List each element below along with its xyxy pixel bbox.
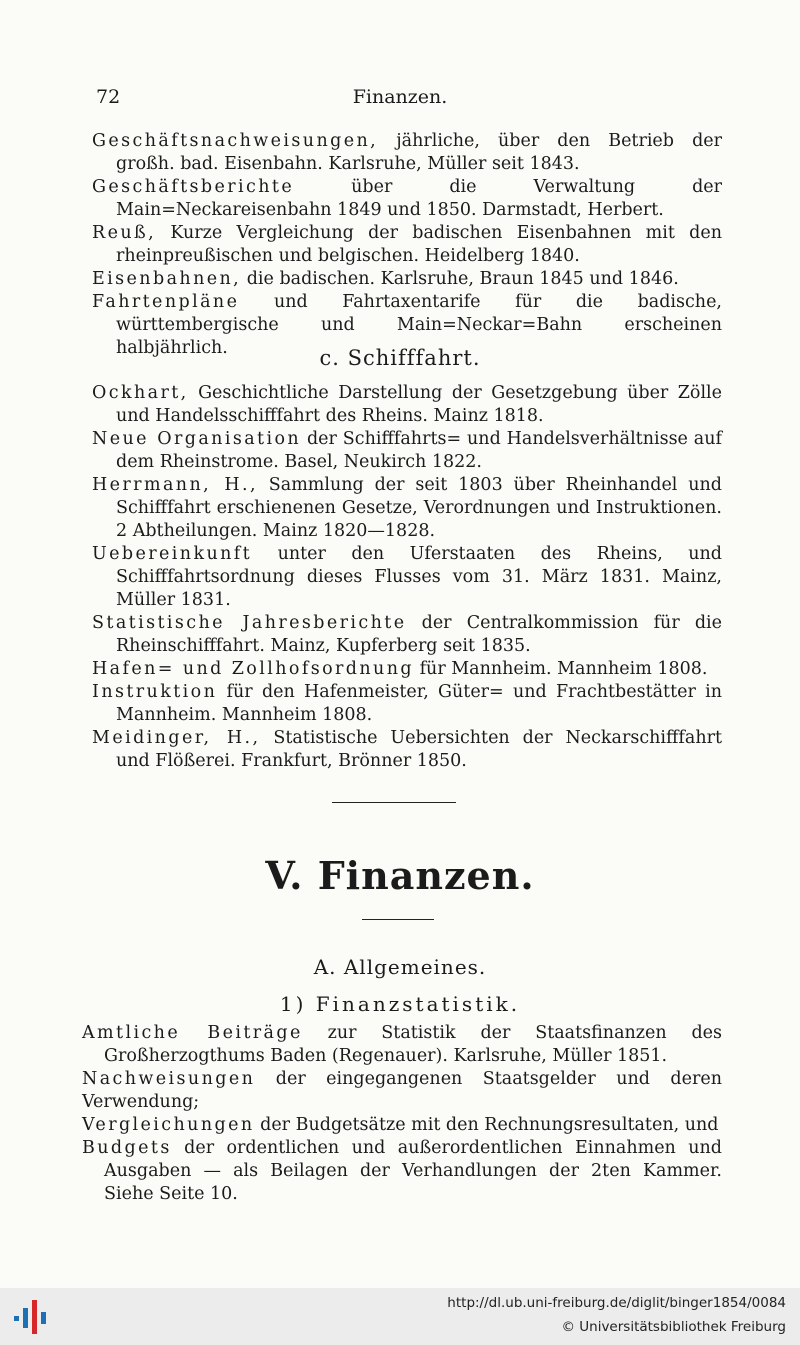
entry-keyword: Eisenbahnen,	[92, 269, 242, 289]
entry-text: die badischen. Karlsruhe, Braun 1845 und 1846.	[241, 269, 679, 289]
entry-text: Kurze Vergleichung der badischen Eisenbahnen mit den rheinpreußischen und belgischen. Heidelberg 1840.	[116, 223, 722, 266]
entry-text: zur Statistik der Staatsfinanzen des Großherzogthums Baden (Regenauer). Karlsruhe, Müller 1851.	[104, 1023, 723, 1066]
ub-freiburg-logo-icon[interactable]	[12, 1298, 52, 1336]
bibliography-list-shipping	[92, 382, 722, 773]
bibliography-list-finance	[82, 1022, 722, 1206]
divider-rule	[362, 919, 434, 920]
bibliography-entry	[82, 1022, 722, 1068]
entry-text: der eingegangenen Staatsgelder und deren Verwendung;	[82, 1069, 722, 1112]
entry-keyword: Herrmann, H.,	[92, 475, 258, 495]
entry-keyword: Budgets	[82, 1138, 172, 1158]
entry-keyword: Instruktion	[92, 682, 218, 702]
entry-text: der ordentlichen und außerordentlichen Einnahmen und Ausgaben — als Beilagen der Verhandlungen der 2ten Kammer. Siehe Seite 10.	[104, 1138, 722, 1204]
entry-keyword: Ockhart,	[92, 383, 189, 403]
entry-text: Statistische Uebersichten der Neckarschifffahrt und Flößerei. Frankfurt, Brönner 1850.	[116, 728, 722, 771]
entry-keyword: Statistische Jahresberichte	[92, 613, 407, 633]
library-footer	[0, 1288, 800, 1345]
bibliography-entry	[82, 1068, 722, 1114]
subsection-heading-text: 1) Finanzstatistik.	[279, 992, 521, 1016]
section-heading-general: A. Allgemeines.	[313, 955, 487, 979]
running-title: Finanzen.	[352, 86, 448, 108]
bibliography-entry	[92, 681, 722, 727]
entry-keyword: Geschäftsberichte	[92, 177, 295, 197]
entry-text: Sammlung der seit 1803 über Rheinhandel und Schifffahrt erschienenen Gesetze, Verordnungen und Instruktionen. 2 Abtheilungen. Mainz 1820—1828.	[116, 475, 722, 541]
bibliography-entry	[92, 727, 722, 773]
copyright-notice: © Universitätsbibliothek Freiburg	[561, 1319, 786, 1335]
bibliography-entry	[92, 428, 722, 474]
entry-text: jährliche, über den Betrieb der großh. bad. Eisenbahn. Karlsruhe, Müller seit 1843.	[116, 131, 722, 174]
entry-text: der Budgetsätze mit den Rechnungsresultaten, und	[254, 1115, 719, 1135]
bibliography-entry	[92, 222, 722, 268]
entry-text: für den Hafenmeister, Güter= und Frachtbestätter in Mannheim. Mannheim 1808.	[116, 682, 722, 725]
bibliography-entry	[92, 382, 722, 428]
entry-text: Geschichtliche Darstellung der Gesetzgebung über Zölle und Handelsschifffahrt des Rheins. Mainz 1818.	[116, 383, 722, 426]
entry-text: der Centralkommission für die Rheinschifffahrt. Mainz, Kupferberg seit 1835.	[116, 613, 722, 656]
bibliography-entry	[92, 612, 722, 658]
bibliography-entry	[82, 1137, 722, 1206]
entry-keyword: Meidinger, H.,	[92, 728, 261, 748]
bibliography-entry	[92, 474, 722, 543]
entry-text: für Mannheim. Mannheim 1808.	[414, 659, 708, 679]
entry-text: über die Verwaltung der Main=Neckareisenbahn 1849 und 1850. Darmstadt, Herbert.	[116, 177, 722, 220]
bibliography-entry	[92, 543, 722, 612]
entry-keyword: Reuß,	[92, 223, 157, 243]
running-head	[0, 86, 800, 114]
entry-text: der Schifffahrts= und Handelsverhältnisse auf dem Rheinstrome. Basel, Neukirch 1822.	[116, 429, 722, 472]
entry-keyword: Neue Organisation	[92, 429, 302, 449]
entry-keyword: Nachweisungen	[82, 1069, 256, 1089]
bibliography-entry	[82, 1114, 722, 1137]
entry-text: unter den Uferstaaten des Rheins, und Schifffahrtsordnung dieses Flusses vom 31. März 1831. Mainz, Müller 1831.	[116, 544, 722, 610]
page-number: 72	[96, 86, 121, 108]
entry-keyword: Geschäftsnachweisungen,	[92, 131, 379, 151]
bibliography-list-railways	[92, 130, 722, 360]
entry-keyword: Uebereinkunft	[92, 544, 253, 564]
entry-keyword: Fahrtenpläne	[92, 292, 240, 312]
entry-keyword: Amtliche Beiträge	[82, 1023, 303, 1043]
bibliography-entry	[92, 658, 722, 681]
bibliography-entry	[92, 176, 722, 222]
entry-keyword: Vergleichungen	[82, 1115, 255, 1135]
divider-rule	[332, 802, 456, 803]
chapter-title: V. Finanzen.	[265, 853, 535, 898]
bibliography-entry	[92, 268, 722, 291]
subsection-heading-finance-statistics	[0, 992, 800, 1016]
section-heading-shipping: c. Schifffahrt.	[319, 346, 481, 370]
entry-text: und Fahrtaxentarife für die badische, württembergische und Main=Neckar=Bahn erscheinen halbjährlich.	[116, 292, 722, 358]
permalink[interactable]: http://dl.ub.uni-freiburg.de/diglit/binger1854/0084	[447, 1295, 786, 1311]
bibliography-entry	[92, 130, 722, 176]
entry-keyword: Hafen= und Zollhofsordnung	[92, 659, 415, 679]
